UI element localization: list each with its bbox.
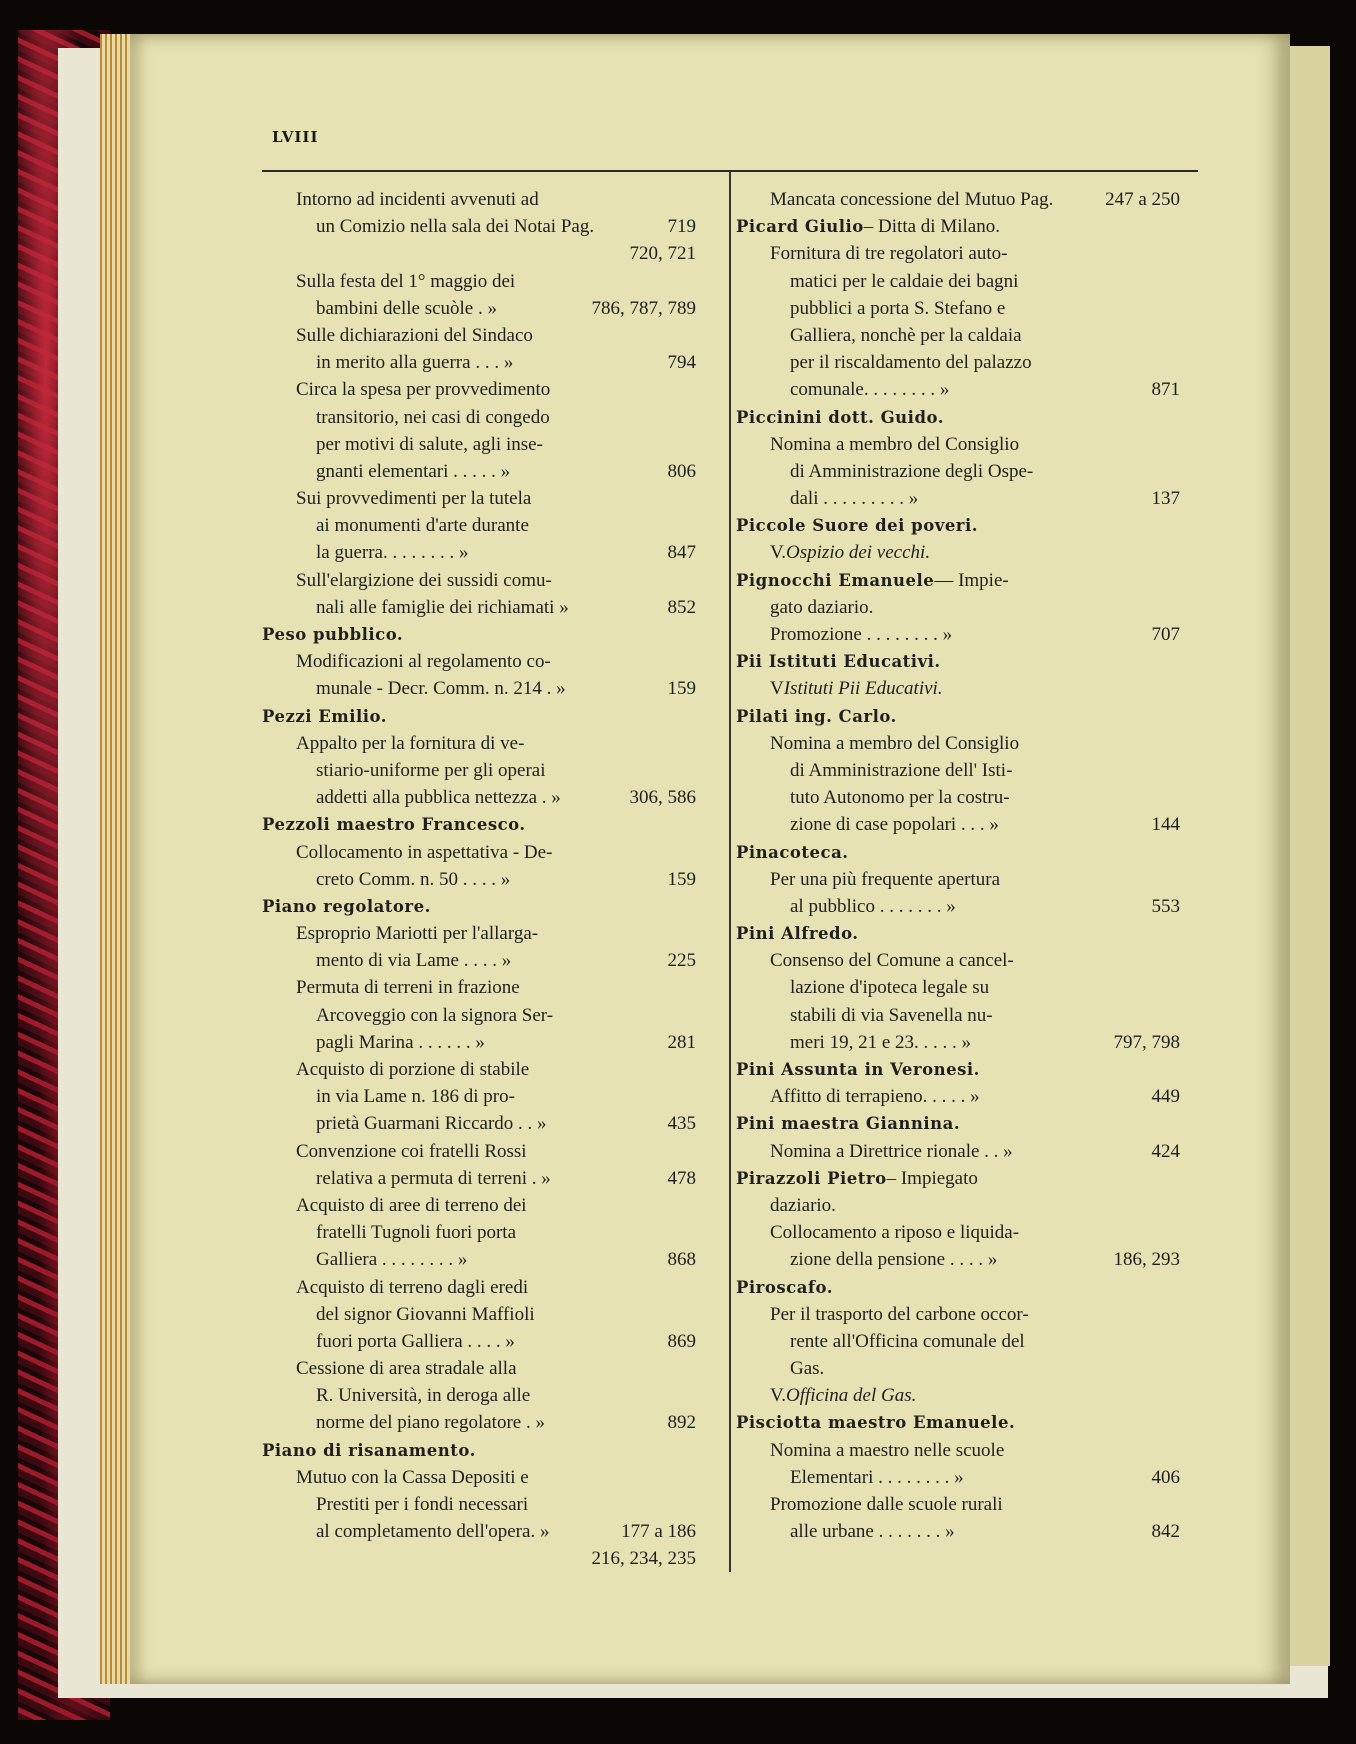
index-entry-line: [730, 1355, 1180, 1382]
entry-text: Mancata concessione del Mutuo Pag.: [770, 189, 1054, 210]
index-entry-line: [730, 458, 1180, 485]
page-reference: 159: [667, 868, 696, 890]
index-entry-line: [256, 839, 696, 866]
entry-text: alle urbane . . . . . . . »: [790, 1521, 955, 1543]
index-entry-line: [256, 1491, 696, 1518]
index-heading-line: [730, 648, 1180, 675]
entry-text: Promozione . . . . . . . . »: [770, 624, 953, 645]
page-reference: 797, 798: [1113, 1031, 1180, 1053]
entry-text: del signor Giovanni Maffioli: [316, 1303, 535, 1325]
entry-text: addetti alla pubblica nettezza . »: [316, 787, 561, 809]
entry-text: in via Lame n. 186 di pro-: [316, 1086, 515, 1108]
entry-text: Acquisto di terreno dagli eredi: [296, 1276, 529, 1298]
index-entry-line: [730, 1029, 1180, 1056]
entry-text: Circa la spesa per provvedimento: [296, 379, 551, 401]
entry-text: zione di case popolari . . . »: [790, 814, 999, 836]
index-entry-line: [730, 1138, 1180, 1165]
entry-text: Promozione dalle scuole rurali: [770, 1494, 1003, 1515]
index-entry-line: [256, 1328, 696, 1355]
entry-text: Affitto di terrapieno. . . . . »: [770, 1086, 980, 1108]
page-reference: 871: [1151, 379, 1180, 401]
index-entry-line: [256, 295, 696, 322]
entry-text: Consenso del Comune a cancel-: [770, 950, 1014, 972]
entry-heading: Pezzoli maestro Francesco.: [262, 815, 526, 835]
index-heading-line: [730, 213, 1180, 240]
entry-heading: Pezzi Emilio.: [262, 706, 388, 726]
index-entry-line: [256, 1545, 696, 1572]
entry-text: V.: [770, 1385, 787, 1407]
index-heading-line: [730, 1409, 1180, 1436]
entry-crossref: Ospizio dei vecchi.: [786, 542, 931, 564]
entry-text: pubblici a porta S. Stefano e: [790, 297, 1006, 319]
index-entry-line: [256, 730, 696, 757]
page-reference: 719: [667, 216, 696, 238]
index-entry-line: [730, 1002, 1180, 1029]
index-entry-line: [256, 1165, 696, 1192]
index-heading-line: [730, 1165, 1180, 1192]
index-heading-line: [730, 1056, 1180, 1083]
index-entry-line: [730, 893, 1180, 920]
entry-text: Sulla festa del 1° maggio dei: [296, 270, 516, 292]
index-entry-line: [256, 784, 696, 811]
index-entry-line: [256, 947, 696, 974]
entry-text: gnanti elementari . . . . . »: [316, 460, 511, 482]
index-entry-line: [256, 349, 696, 376]
index-entry-line: [730, 1437, 1180, 1464]
index-heading-line: [730, 1110, 1180, 1137]
index-entry-line: [256, 567, 696, 594]
index-entry-line: [730, 621, 1180, 648]
index-entry-line: [730, 1382, 1180, 1409]
entry-text: — Impie-: [934, 569, 1009, 591]
index-heading-line: [730, 1274, 1180, 1301]
page-reference: 720, 721: [629, 243, 696, 265]
page-folio: LVIII: [272, 128, 319, 146]
entry-text: R. Università, in deroga alle: [316, 1385, 531, 1407]
page-reference: 435: [667, 1113, 696, 1135]
entry-text: stabili di via Savenella nu-: [790, 1004, 993, 1026]
entry-text: un Comizio nella sala dei Notai Pag.: [316, 216, 595, 238]
index-entry-line: [256, 1056, 696, 1083]
index-entry-line: [730, 268, 1180, 295]
entry-text: Nomina a Direttrice rionale . . »: [770, 1140, 1013, 1162]
entry-text: Appalto per la fornitura di ve-: [296, 732, 525, 754]
entry-text: Modificazioni al regolamento co-: [296, 651, 551, 673]
entry-heading: Piccinini dott. Guido.: [736, 407, 944, 427]
page-reference: 868: [667, 1249, 696, 1271]
entry-heading: Picard Giulio: [736, 217, 864, 237]
page-reference: 449: [1151, 1086, 1180, 1108]
entry-text: di Amministrazione degli Ospe-: [790, 460, 1034, 482]
index-entry-line: [256, 431, 696, 458]
page-reference: 553: [1151, 895, 1180, 917]
index-entry-line: [730, 485, 1180, 512]
entry-text: – Ditta di Milano.: [863, 216, 1000, 238]
entry-text: Acquisto di aree di terreno dei: [296, 1194, 527, 1216]
index-heading-line: [256, 1437, 696, 1464]
index-entry-line: [730, 1246, 1180, 1273]
entry-text: Sui provvedimenti per la tutela: [296, 488, 532, 510]
entry-text: lazione d'ipoteca legale su: [790, 977, 990, 999]
entry-crossref: Officina del Gas.: [786, 1385, 917, 1407]
entry-text: Permuta di terreni in frazione: [296, 977, 520, 999]
entry-text: per il riscaldamento del palazzo: [790, 352, 1032, 374]
page-reference: 186, 293: [1113, 1249, 1180, 1271]
entry-text: – Impiegato: [886, 1167, 978, 1189]
entry-text: meri 19, 21 e 23. . . . . »: [790, 1031, 972, 1053]
index-entry-line: [256, 458, 696, 485]
entry-text: Arcoveggio con la signora Ser-: [316, 1004, 554, 1026]
index-entry-line: [730, 186, 1180, 213]
index-entry-line: [256, 376, 696, 403]
index-heading-line: [256, 703, 696, 730]
entry-text: al completamento dell'opera. »: [316, 1521, 550, 1543]
index-entry-line: [730, 974, 1180, 1001]
index-entry-line: [256, 1246, 696, 1273]
page-reference: 177 a 186: [621, 1521, 696, 1543]
entry-text: al pubblico . . . . . . . »: [790, 895, 956, 917]
page-reference: 159: [667, 678, 696, 700]
index-entry-line: [730, 811, 1180, 838]
index-entry-line: [256, 1002, 696, 1029]
entry-heading: Pirazzoli Pietro: [736, 1168, 887, 1188]
index-heading-line: [256, 621, 696, 648]
entry-text: Nomina a maestro nelle scuole: [770, 1439, 1005, 1461]
index-entry-line: [730, 675, 1180, 702]
index-entry-line: [256, 1382, 696, 1409]
entry-text: V.: [770, 542, 787, 564]
index-entry-line: [256, 1029, 696, 1056]
entry-text: munale - Decr. Comm. n. 214 . »: [316, 678, 566, 700]
entry-text: Mutuo con la Cassa Depositi e: [296, 1466, 529, 1488]
entry-text: Nomina a membro del Consiglio: [770, 433, 1020, 455]
entry-text: fratelli Tugnoli fuori porta: [316, 1222, 517, 1244]
index-entry-line: [256, 1274, 696, 1301]
page-reference: 225: [667, 950, 696, 972]
entry-text: transitorio, nei casi di congedo: [316, 406, 550, 428]
index-entry-line: [256, 1518, 696, 1545]
right-column: [730, 186, 1180, 1545]
index-entry-line: [730, 1301, 1180, 1328]
index-entry-line: [256, 268, 696, 295]
entry-text: Convenzione coi fratelli Rossi: [296, 1140, 527, 1162]
index-entry-line: [730, 376, 1180, 403]
entry-heading: Piano di risanamento.: [262, 1440, 476, 1460]
index-entry-line: [730, 322, 1180, 349]
entry-text: per motivi di salute, agli inse-: [316, 433, 543, 455]
page-reference: 892: [667, 1412, 696, 1434]
index-entry-line: [256, 675, 696, 702]
page-reference: 794: [667, 352, 696, 374]
page-reference: 852: [667, 596, 696, 618]
index-entry-line: [730, 1219, 1180, 1246]
entry-heading: Piano regolatore.: [262, 896, 431, 916]
entry-text: Intorno ad incidenti avvenuti ad: [296, 189, 539, 210]
index-entry-line: [256, 1409, 696, 1436]
index-entry-line: [256, 920, 696, 947]
index-entry-line: [256, 1192, 696, 1219]
entry-heading: Piccole Suore dei poveri.: [736, 516, 979, 536]
entry-heading: Pini Alfredo.: [736, 924, 859, 944]
index-entry-line: [256, 322, 696, 349]
entry-text: zione della pensione . . . . »: [790, 1249, 998, 1271]
index-entry-line: [256, 1219, 696, 1246]
index-heading-line: [256, 893, 696, 920]
index-entry-line: [730, 1083, 1180, 1110]
entry-text: di Amministrazione dell' Isti-: [790, 759, 1013, 781]
index-entry-line: [730, 1464, 1180, 1491]
index-entry-line: [256, 404, 696, 431]
entry-heading: Peso pubblico.: [262, 625, 404, 644]
index-entry-line: [730, 730, 1180, 757]
index-entry-line: [730, 295, 1180, 322]
entry-text: tuto Autonomo per la costru-: [790, 787, 1010, 809]
facing-page-edge: [1288, 46, 1330, 1666]
entry-text: Elementari . . . . . . . . »: [790, 1466, 964, 1488]
index-heading-line: [730, 703, 1180, 730]
index-entry-line: [730, 1518, 1180, 1545]
page-reference: 806: [667, 460, 696, 482]
entry-text: Prestiti per i fondi necessari: [316, 1494, 529, 1515]
entry-text: nali alle famiglie dei richiamati »: [316, 596, 569, 618]
index-entry-line: [730, 947, 1180, 974]
entry-text: Per il trasporto del carbone occor-: [770, 1303, 1029, 1325]
page-reference: 847: [667, 542, 696, 564]
index-entry-line: [256, 240, 696, 267]
entry-heading: Pisciotta maestro Emanuele.: [736, 1413, 1016, 1433]
index-entry-line: [256, 1138, 696, 1165]
entry-heading: Pinacoteca.: [736, 842, 849, 862]
entry-heading: Pini maestra Giannina.: [736, 1114, 961, 1134]
page-reference: 281: [667, 1031, 696, 1053]
entry-text: Sull'elargizione dei sussidi comu-: [296, 569, 552, 591]
entry-text: dali . . . . . . . . . »: [790, 488, 919, 510]
index-entry-line: [256, 485, 696, 512]
index-entry-line: [730, 866, 1180, 893]
entry-text: la guerra. . . . . . . . »: [316, 542, 469, 564]
entry-crossref: Istituti Pii Educativi.: [783, 678, 943, 700]
page-reference: 786, 787, 789: [591, 297, 696, 319]
index-entry-line: [730, 349, 1180, 376]
left-column: [256, 186, 696, 1573]
page-reference: 247 a 250: [1105, 189, 1180, 210]
index-heading-line: [730, 920, 1180, 947]
entry-text: ai monumenti d'arte durante: [316, 515, 529, 537]
index-entry-line: [730, 757, 1180, 784]
entry-text: relativa a permuta di terreni . »: [316, 1167, 551, 1189]
entry-text: bambini delle scuòle . »: [316, 297, 497, 319]
entry-text: in merito alla guerra . . . »: [316, 352, 514, 374]
entry-heading: Piroscafo.: [736, 1277, 833, 1297]
index-entry-line: [730, 240, 1180, 267]
entry-heading: Pii Istituti Educativi.: [736, 652, 941, 672]
index-entry-line: [256, 213, 696, 240]
index-entry-line: [730, 784, 1180, 811]
page-reference: 707: [1151, 624, 1180, 645]
entry-text: matici per le caldaie dei bagni: [790, 270, 1019, 292]
page-reference: 406: [1151, 1466, 1180, 1488]
index-entry-line: [256, 757, 696, 784]
entry-text: Acquisto di porzione di stabile: [296, 1059, 530, 1080]
entry-text: norme del piano regolatore . »: [316, 1412, 545, 1434]
entry-heading: Pilati ing. Carlo.: [736, 706, 897, 726]
index-heading-line: [256, 811, 696, 838]
index-entry-line: [256, 1355, 696, 1382]
entry-text: Nomina a membro del Consiglio: [770, 732, 1020, 754]
index-entry-line: [256, 1464, 696, 1491]
entry-text: creto Comm. n. 50 . . . . »: [316, 868, 511, 890]
entry-text: rente all'Officina comunale del: [790, 1330, 1025, 1352]
entry-text: Cessione di area stradale alla: [296, 1358, 517, 1380]
page-reference: 424: [1151, 1140, 1180, 1162]
page-reference: 144: [1151, 814, 1180, 836]
entry-text: V: [770, 678, 784, 700]
index-entry-line: [730, 1192, 1180, 1219]
index-entry-line: [256, 539, 696, 566]
entry-text: Galliera . . . . . . . . »: [316, 1249, 468, 1271]
index-entry-line: [256, 186, 696, 213]
page-reference: 869: [667, 1330, 696, 1352]
index-entry-line: [256, 1110, 696, 1137]
entry-text: Collocamento a riposo e liquida-: [770, 1222, 1020, 1244]
entry-text: Esproprio Mariotti per l'allarga-: [296, 923, 539, 945]
page-reference: 842: [1151, 1521, 1180, 1543]
index-entry-line: [256, 1301, 696, 1328]
index-entry-line: [256, 1083, 696, 1110]
entry-text: prietà Guarmani Riccardo . . »: [316, 1113, 547, 1135]
index-entry-line: [730, 539, 1180, 566]
index-entry-line: [256, 866, 696, 893]
page-reference: 216, 234, 235: [591, 1548, 696, 1570]
index-entry-line: [730, 594, 1180, 621]
index-entry-line: [730, 431, 1180, 458]
entry-text: Gas.: [790, 1358, 825, 1380]
entry-text: gato daziario.: [770, 596, 874, 618]
entry-text: comunale. . . . . . . . »: [790, 379, 950, 401]
index-entry-line: [256, 512, 696, 539]
entry-text: pagli Marina . . . . . . »: [316, 1031, 485, 1053]
index-heading-line: [730, 567, 1180, 594]
index-entry-line: [256, 594, 696, 621]
entry-text: stiario-uniforme per gli operai: [316, 759, 546, 781]
page-reference: 137: [1151, 488, 1180, 510]
index-heading-line: [730, 512, 1180, 539]
entry-text: Sulle dichiarazioni del Sindaco: [296, 324, 533, 346]
index-entry-line: [730, 1328, 1180, 1355]
entry-text: mento di via Lame . . . . »: [316, 950, 512, 972]
index-entry-line: [730, 1491, 1180, 1518]
entry-heading: Pignocchi Emanuele: [736, 570, 935, 590]
index-heading-line: [730, 404, 1180, 431]
page-reference: 478: [667, 1167, 696, 1189]
entry-text: Per una più frequente apertura: [770, 868, 1001, 890]
index-entry-line: [256, 648, 696, 675]
entry-text: fuori porta Galliera . . . . »: [316, 1330, 515, 1352]
index-heading-line: [730, 839, 1180, 866]
entry-heading: Pini Assunta in Veronesi.: [736, 1060, 980, 1079]
entry-text: Fornitura di tre regolatori auto-: [770, 243, 1008, 265]
index-entry-line: [256, 974, 696, 1001]
page-reference: 306, 586: [629, 787, 696, 809]
entry-text: daziario.: [770, 1194, 836, 1216]
entry-text: Galliera, nonchè per la caldaia: [790, 324, 1022, 346]
entry-text: Collocamento in aspettativa - De-: [296, 841, 553, 863]
